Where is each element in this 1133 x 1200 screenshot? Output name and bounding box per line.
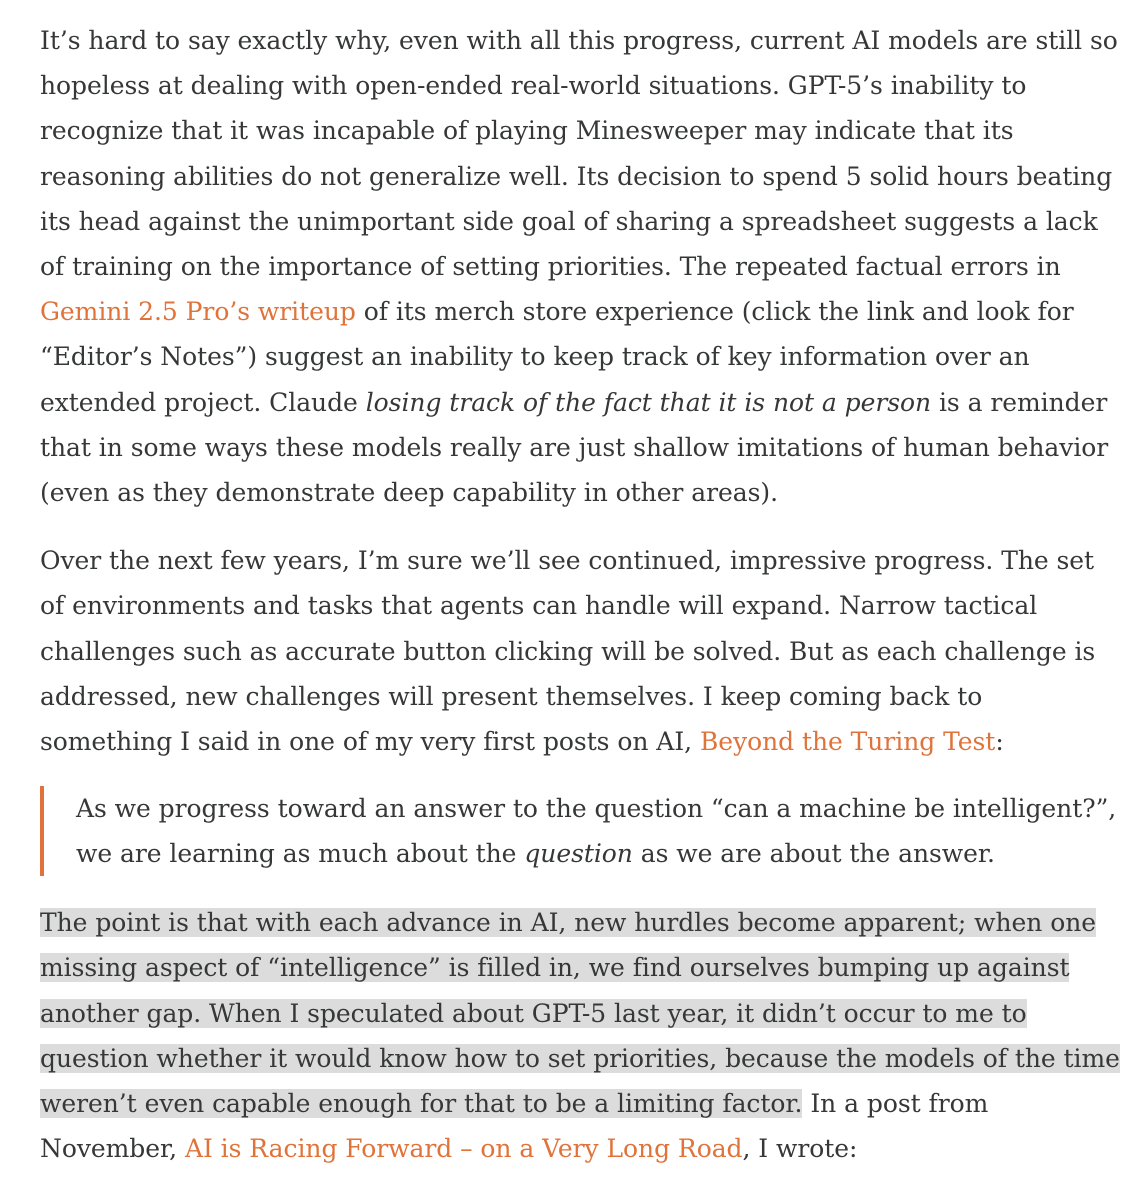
paragraph-text: : [995, 727, 1004, 757]
gemini-writeup-link[interactable]: Gemini 2.5 Pro’s writeup [40, 297, 356, 327]
paragraph-text: Over the next few years, I’m sure we’ll see continued, impressive progress. The set of environments and tasks that agents can handle will expand. Narrow tactical challenges such as accurate button clicking will be solved. But as each challenge is addressed, new challenges will present themselves. I keep coming back to something I said in one of my very first posts on AI, [40, 546, 1096, 757]
paragraph-text: , I wrote: [742, 1134, 858, 1164]
ai-racing-forward-link[interactable]: AI is Racing Forward – on a Very Long Road [184, 1134, 743, 1164]
article-body [40, 18, 1120, 1171]
emphasis-text: question [524, 839, 633, 869]
quote-text: as we are about the answer. [632, 839, 995, 869]
emphasis-text: losing track of the fact that it is not a person [365, 387, 932, 417]
blockquote [40, 786, 1120, 876]
paragraph-text: It’s hard to say exactly why, even with all this progress, current AI models are still so hopeless at dealing with open-ended real-world situations. GPT-5’s inability to recognize that it was incapable of playing Minesweeper may indicate that its reasoning abilities do not generalize well. Its decision to spend 5 solid hours beating its head against the unimportant side goal of sharing a spreadsheet suggests a lack of training on the importance of setting priorities. The repeated factual errors in [40, 26, 1118, 282]
paragraph-text: In a post from November, [40, 1089, 989, 1164]
paragraph-limitations [40, 18, 1120, 515]
paragraph-text: is a reminder that in some ways these models really are just shallow imitations of human behavior (even as they demonstrate deep capability in other areas). [40, 387, 1109, 508]
selected-text-highlight[interactable]: The point is that with each advance in AI, new hurdles become apparent; when one missing aspect of “intelligence” is filled in, we find ourselves bumping up against another gap. When I speculated about GPT-5 last year, it didn’t occur to me to question whether it would know how to set priorities, because the models of the time weren’t even capable enough for that to be a limiting factor. [40, 908, 1120, 1119]
quote-text: As we progress toward an answer to the question “can a machine be intelligent?”, we are learning as much about the [76, 794, 1117, 869]
paragraph-text: of its merch store experience (click the link and look for “Editor’s Notes”) suggest an inability to keep track of key information over an extended project. Claude [40, 297, 1074, 417]
paragraph-progress [40, 538, 1120, 764]
beyond-turing-test-link[interactable]: Beyond the Turing Test [699, 727, 996, 757]
paragraph-hurdles [40, 900, 1120, 1171]
